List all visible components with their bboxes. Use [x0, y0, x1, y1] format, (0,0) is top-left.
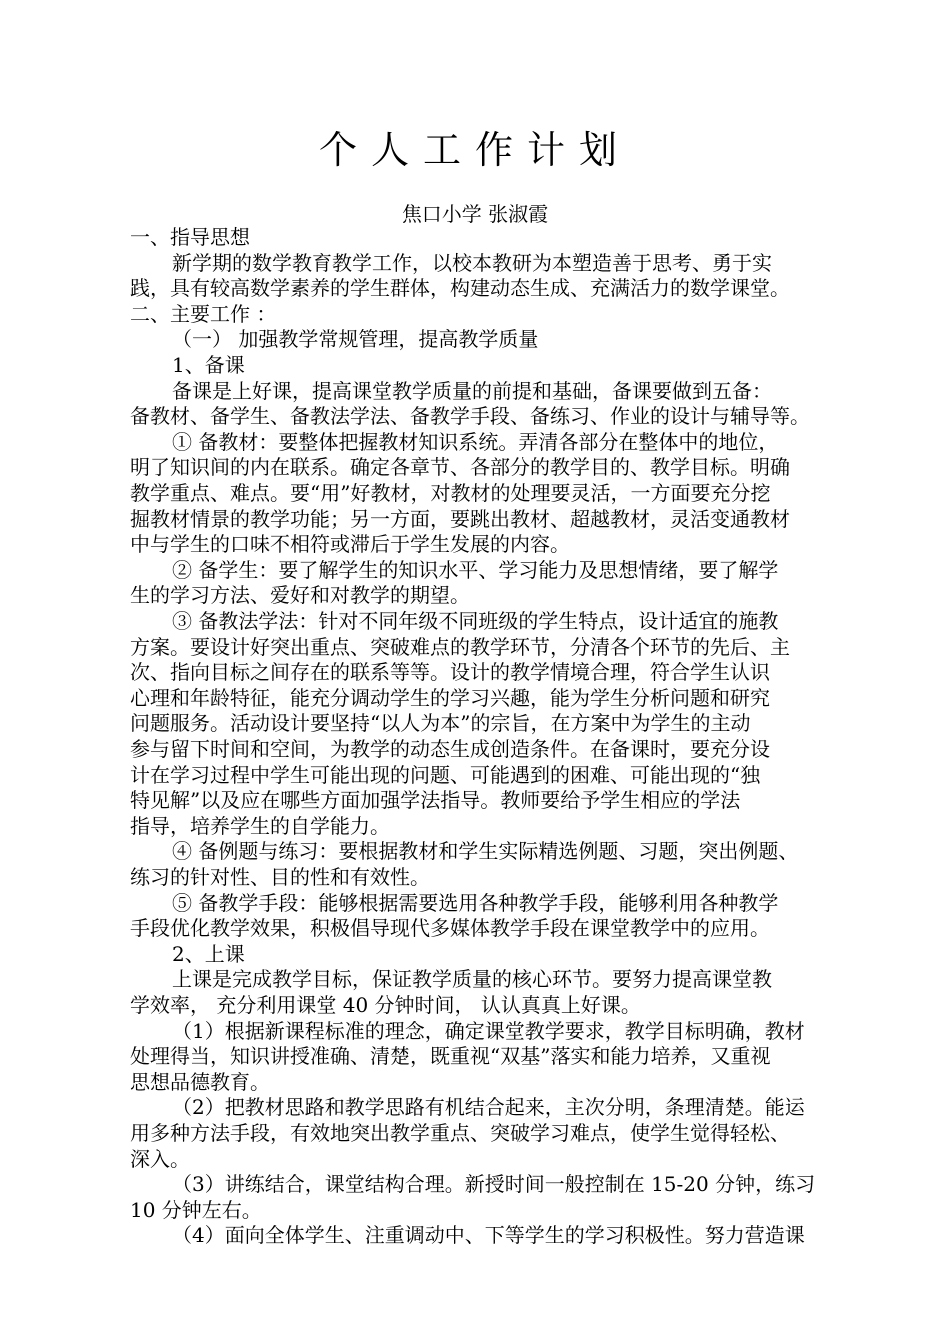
text-line: 深入。	[130, 1146, 190, 1171]
text-line: ① 备教材：要整体把握教材知识系统。弄清各部分在整体中的地位，	[172, 429, 779, 454]
text-line: （一） 加强教学常规管理，提高教学质量	[172, 327, 539, 352]
text-line: 练习的针对性、目的性和有效性。	[130, 865, 430, 889]
text-line: 教学重点、难点。要“用”好教材，对教材的处理要灵活，一方面要充分挖	[130, 481, 771, 505]
text-line: 10 分钟左右。	[130, 1197, 262, 1222]
text-line: 践，具有较高数学素养的学生群体，构建动态生成、充满活力的数学课堂。	[130, 276, 790, 301]
text-line: 用多种方法手段，有效地突出教学重点、突破学习难点，使学生觉得轻松、	[130, 1121, 790, 1145]
text-line: （3）讲练结合，课堂结构合理。新授时间一般控制在 15-20 分钟，练习	[172, 1172, 816, 1197]
text-line: 参与留下时间和空间，为教学的动态生成创造条件。在备课时，要充分设	[130, 737, 770, 761]
text-line: 明了知识间的内在联系。确定各章节、各部分的教学目的、教学目标。明确	[130, 455, 790, 480]
text-line: （2）把教材思路和教学思路有机结合起来，主次分明，条理清楚。能运	[172, 1095, 805, 1120]
text-line: ④ 备例题与练习：要根据教材和学生实际精选例题、习题，突出例题、	[172, 839, 799, 864]
text-line: ⑤ 备教学手段：能够根据需要选用各种教学手段，能够利用各种教学	[172, 890, 779, 915]
text-line: 上课是完成教学目标，保证教学质量的核心环节。要努力提高课堂教	[172, 967, 772, 992]
text-line: 指导，培养学生的自学能力。	[130, 813, 390, 838]
text-line: 特见解”以及应在哪些方面加强学法指导。教师要给予学生相应的学法	[130, 788, 741, 813]
text-line: 备课是上好课，提高课堂教学质量的前提和基础，备课要做到五备：	[172, 378, 772, 403]
text-line: 处理得当，知识讲授准确、清楚，既重视“双基”落实和能力培养，又重视	[130, 1044, 771, 1069]
text-line: 计在学习过程中学生可能出现的问题、可能遇到的困难、可能出现的“独	[130, 762, 761, 787]
text-line: ② 备学生：要了解学生的知识水平、学习能力及思想情绪，要了解学	[172, 557, 779, 582]
text-line: 新学期的数学教育教学工作，以校本教研为本塑造善于思考、勇于实	[172, 250, 772, 275]
page-title: 个人工作计划	[318, 128, 631, 172]
text-line: 学效率， 充分利用课堂 40 分钟时间， 认认真真上好课。	[130, 993, 641, 1017]
text-line: 二、主要工作 ：	[130, 301, 277, 326]
text-line: 中与学生的口味不相符或滞后于学生发展的内容。	[130, 532, 570, 557]
text-line: 生的学习方法、爱好和对教学的期望。	[130, 583, 470, 608]
text-line: 备教材、备学生、备教法学法、备教学手段、备练习、作业的设计与辅导等。	[130, 404, 810, 429]
text-line: 一、指导思想	[130, 225, 250, 249]
text-line: 心理和年龄特征，能充分调动学生的学习兴趣，能为学生分析问题和研究	[130, 685, 770, 710]
text-line: 思想品德教育。	[130, 1069, 270, 1094]
text-line: （4）面向全体学生、注重调动中、下等学生的学习积极性。努力营造课	[172, 1223, 805, 1248]
text-line: 掘教材情景的教学功能；另一方面，要跳出教材、超越教材，灵活变通教材	[130, 506, 790, 531]
text-line: 手段优化教学效果，积极倡导现代多媒体教学手段在课堂教学中的应用。	[130, 916, 770, 941]
text-line: 2、上课	[172, 941, 245, 966]
text-line: 次、指向目标之间存在的联系等等。设计的教学情境合理，符合学生认识	[130, 660, 770, 685]
text-line: 问题服务。活动设计要坚持“以人为本”的宗旨，在方案中为学生的主动	[130, 711, 751, 736]
text-line: 方案。要设计好突出重点、突破难点的教学环节，分清各个环节的先后、主	[130, 634, 790, 659]
author-line: 焦口小学 张淑霞	[401, 202, 549, 226]
text-line: 1、备课	[172, 353, 245, 377]
text-line: ③ 备教法学法：针对不同年级不同班级的学生特点，设计适宜的施教	[172, 609, 779, 633]
text-line: （1）根据新课程标准的理念，确定课堂教学要求，教学目标明确，教材	[172, 1018, 805, 1043]
